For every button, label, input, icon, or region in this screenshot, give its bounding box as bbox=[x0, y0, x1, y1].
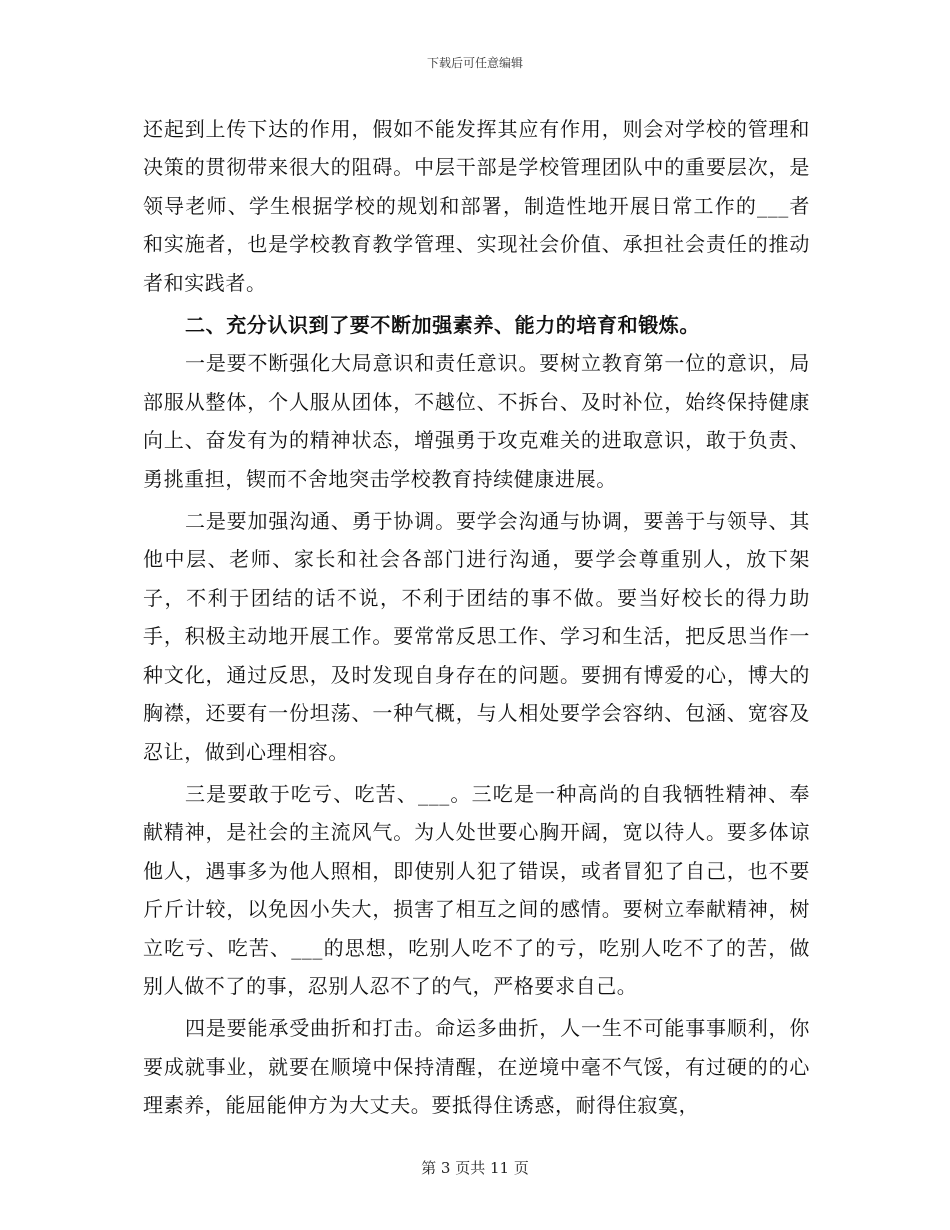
paragraph-point-3: 三是要敢于吃亏、吃苦、___。三吃是一种高尚的自我牺牲精神、奉献精神，是社会的主流风气。为人处世要心胸开阔，宽以待人。要多体谅他人，遇事多为他人照相，即使别人犯了错误，或者冒犯了自己，也不要斤斤计较，以免因小失大，损害了相互之间的感情。要树立奉献精神，树立吃亏、吃苦、___的思想，吃别人吃不了的亏，吃别人吃不了的苦，做别人做不了的事，忍别人忍不了的气，严格要求自己。 bbox=[143, 781, 810, 998]
page-header: 下载后可任意编辑 bbox=[426, 56, 523, 70]
paragraph-point-4: 四是要能承受曲折和打击。命运多曲折，人一生不可能事事顺利，你要成就事业，就要在顺境中保持清醒，在逆境中毫不气馁，有过硬的的心理素养，能屈能伸方为大丈夫。要抵得住诱惑，耐得住寂寞， bbox=[143, 1016, 810, 1118]
section-heading: 二、充分认识到了要不断加强素养、能力的培育和锻炼。 bbox=[185, 313, 700, 338]
paragraph-point-1: 一是要不断强化大局意识和责任意识。要树立教育第一位的意识，局部服从整体，个人服从团体，不越位、不拆台、及时补位，始终保持健康向上、奋发有为的精神状态，增强勇于攻克难关的进取意识，敢于负责、勇挑重担，锲而不舍地突击学校教育持续健康进展。 bbox=[143, 351, 810, 491]
document-body bbox=[143, 110, 810, 1125]
paragraph-point-2: 二是要加强沟通、勇于协调。要学会沟通与协调，要善于与领导、其他中层、老师、家长和社会各部门进行沟通，要学会尊重别人，放下架子，不利于团结的话不说，不利于团结的事不做。要当好校长的得力助手，积极主动地开展工作。要常常反思工作、学习和生活，把反思当作一种文化，通过反思，及时发现自身存在的问题。要拥有博爱的心，博大的胸襟，还要有一份坦荡、一种气概，与人相处要学会容纳、包涵、宽容及忍让，做到心理相容。 bbox=[143, 509, 810, 764]
page-number: 第 3 页共 11 页 bbox=[421, 1159, 529, 1177]
paragraph-continuation: 还起到上传下达的作用，假如不能发挥其应有作用，则会对学校的管理和决策的贯彻带来很大的阻碍。中层干部是学校管理团队中的重要层次，是领导老师、学生根据学校的规划和部署，制造性地开展日常工作的___者和实施者，也是学校教育教学管理、实现社会价值、承担社会责任的推动者和实践者。 bbox=[143, 117, 810, 295]
